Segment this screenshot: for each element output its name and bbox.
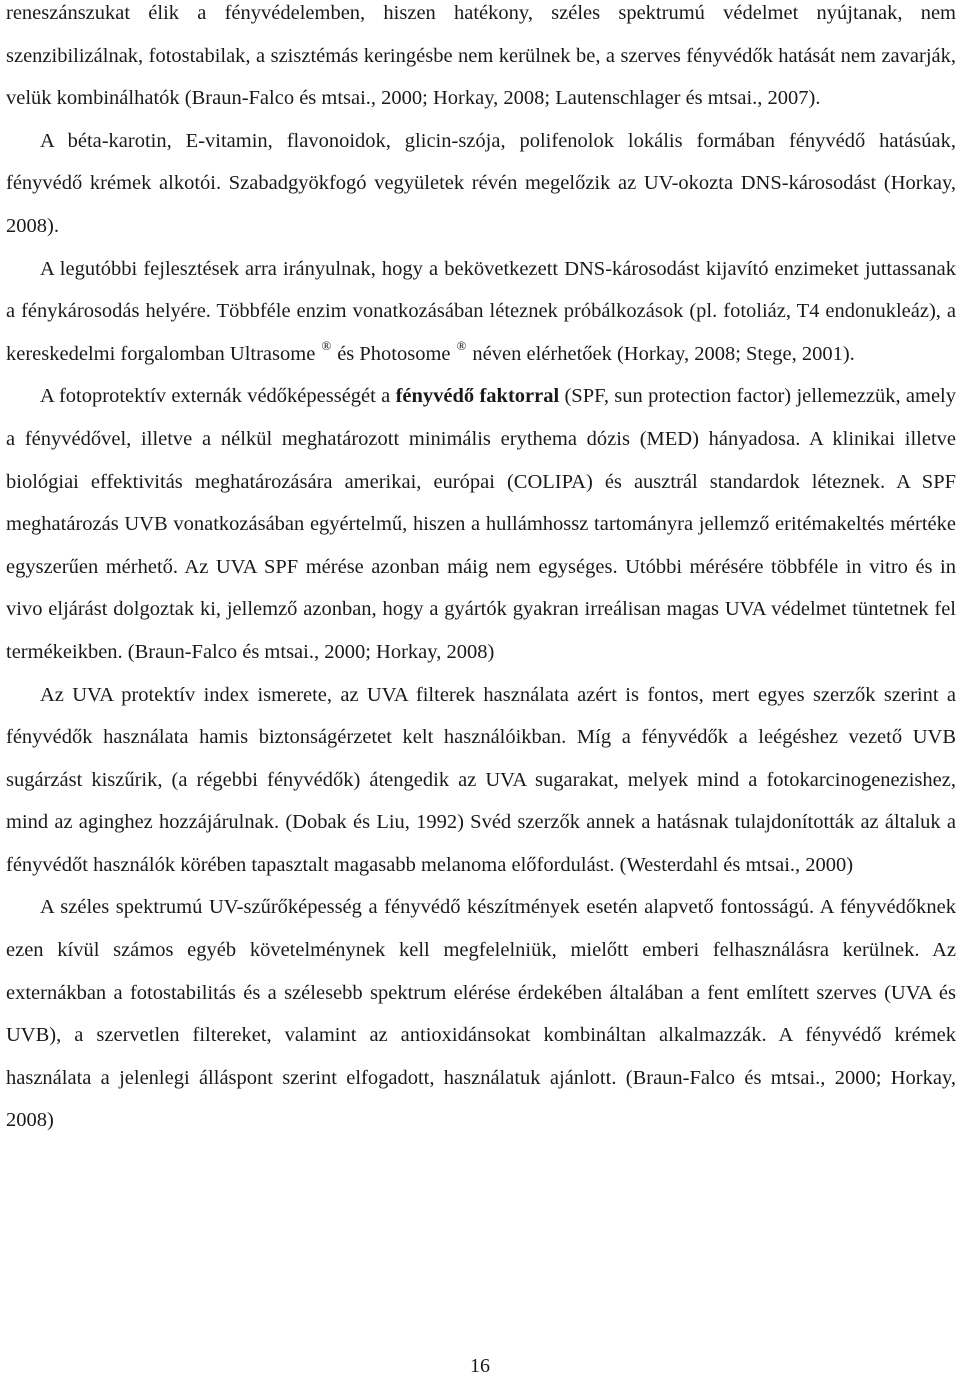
paragraph-broad-spectrum: A széles spektrumú UV-szűrőképesség a fényvédő készítmények esetén alapvető fontosságú. A fényvédőknek ezen kívül számos egyéb követelménynek kell megfelelniük, mielőtt emberi felhasználásra kerülnek. Az externákban a fotostabilitás és a szélesebb spektrum elérése érdekében általában a fent említett szerves (UVA és UVB), a szervetlen filtereket, valamint az antioxidánsokat kombináltan alkalmazzák. A fényvédő krémek használata a jelenlegi álláspont szerint elfogadott, használatuk ajánlott. (Braun-Falco és mtsai., 2000; Horkay, 2008) bbox=[6, 896, 956, 1132]
enzymes-text-b: és Photosome bbox=[337, 342, 451, 365]
paragraph-uva-index: Az UVA protektív index ismerete, az UVA filterek használata azért is fontos, mert egyes szerzők szerint a fényvédők használata hamis biztonságérzetet kelt használóikban. Míg a fényvédők a leégéshez vezető UVB sugárzást kiszűrik, (a régebbi fényvédők) átengedik az UVA sugarakat, melyek mind a fotokarcinogenezishez, mind az aginghez hozzájárulnak. (Dobak és Liu, 1992) Svéd szerzők annek a hatásnak tulajdonították az általuk a fényvédőt használók körében tapasztalt magasabb melanoma előfordulást. (Westerdahl és mtsai., 2000) bbox=[6, 683, 956, 876]
spf-text-a: A fotoprotektív externák védőképességét a bbox=[40, 385, 396, 408]
spf-text-b: (SPF, sun protection factor) jellemezzük, amely a fényvédővel, illetve a nélkül meghatározott minimális erythema dózis (MED) hányadosa. A klinikai illetve biológiai effektivitás meghatározására amerikai, európai (COLIPA) és ausztrál standardok léteznek. A SPF meghatározás UVB vonatkozásában egyértelmű, hiszen a hullámhossz tartományra jellemző eritémakeltés mértéke egyszerűen mérhető. Az UVA SPF mérése azonban máig nem egységes. Utóbbi mérésére többféle in vitro és in vivo eljárást dolgoztak ki, jellemző azonban, hogy a gyártók gyakran irreálisan magas UVA védelmet tüntetnek fel termékeikben. (Braun-Falco és mtsai., 2000; Horkay, 2008) bbox=[6, 385, 956, 663]
enzymes-text-c: néven elérhetőek (Horkay, 2008; Stege, 2001). bbox=[472, 342, 855, 365]
registered-mark: ® bbox=[456, 337, 467, 353]
registered-mark: ® bbox=[321, 337, 332, 353]
bold-term-spf: fényvédő faktorral bbox=[395, 385, 560, 408]
paragraph-spf bbox=[6, 375, 956, 673]
paragraph-beta-carotene: A béta-karotin, E-vitamin, flavonoidok, glicin-szója, polifenolok lokális formában fényvédő hatásúak, fényvédő krémek alkotói. Szabadgyökfogó vegyületek révén megelőzik az UV-okozta DNS-károsodást (Horkay, 2008). bbox=[6, 129, 956, 237]
paragraph-enzymes bbox=[6, 248, 956, 376]
page-number: 16 bbox=[470, 1355, 490, 1377]
enzymes-text-a: A legutóbbi fejlesztések arra irányulnak, hogy a bekövetkezett DNS-károsodást kijavító enzimeket juttassanak a fénykárosodás helyére. Többféle enzim vonatkozásában léteznek próbálkozások (pl. fotoliáz, T4 endonukleáz), a kereskedelmi forgalomban Ultrasome bbox=[6, 257, 956, 365]
document-page bbox=[6, 0, 956, 1142]
paragraph-continued: reneszánszukat élik a fényvédelemben, hiszen hatékony, széles spektrumú védelmet nyújtanak, nem szenzibilizálnak, fotostabilak, a szisztémás keringésbe nem kerülnek be, a szerves fényvédők hatását nem zavarják, velük kombinálhatók (Braun-Falco és mtsai., 2000; Horkay, 2008; Lautenschlager és mtsai., 2007). bbox=[6, 2, 956, 110]
